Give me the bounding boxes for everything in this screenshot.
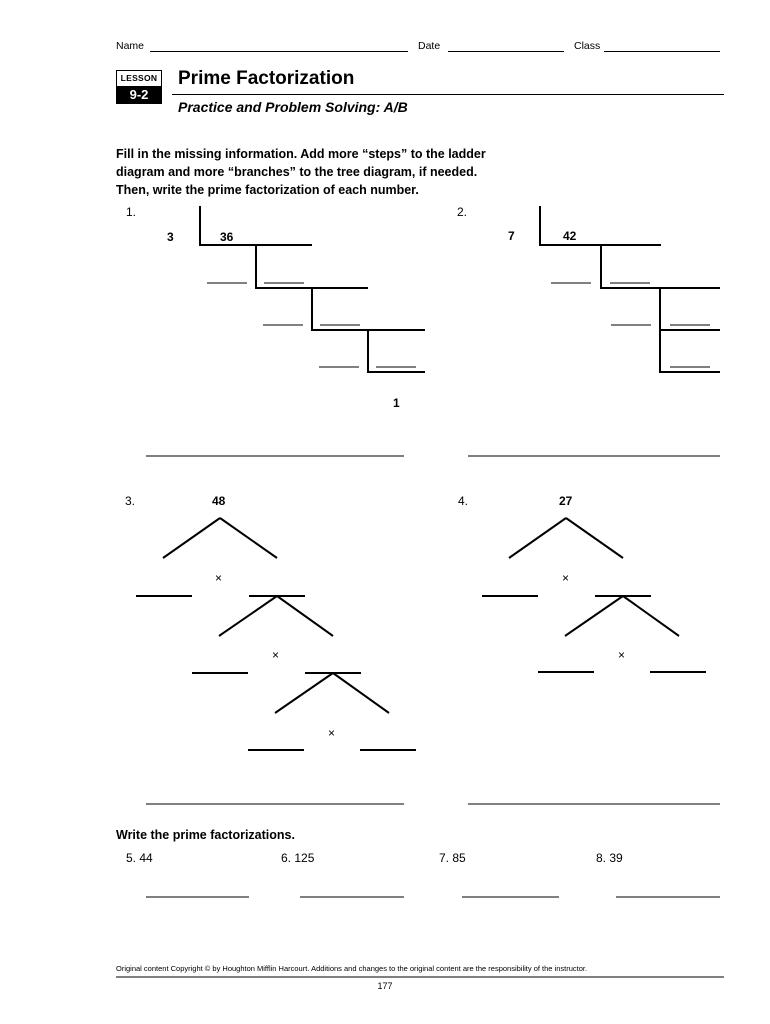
problem-3-times-3: × xyxy=(328,726,336,740)
problem-2-label: 2. xyxy=(457,205,468,219)
section-2-heading: Write the prime factorizations. xyxy=(116,828,295,842)
problem-1-bottom: 1 xyxy=(393,396,400,410)
page-subtitle: Practice and Problem Solving: A/B xyxy=(178,99,408,115)
problem-3-root: 48 xyxy=(212,494,226,508)
ladder-diagram-2 xyxy=(539,206,720,372)
problem-3-times-2: × xyxy=(272,648,280,662)
instruction-line-3: Then, write the prime factorization of each number. xyxy=(116,183,419,197)
page-number: 177 xyxy=(377,981,393,991)
instruction-line-2: diagram and more “branches” to the tree diagram, if needed. xyxy=(116,165,478,179)
problem-7-label: 7. 85 xyxy=(439,851,466,865)
problem-6-label: 6. 125 xyxy=(281,851,315,865)
problem-3-times-1: × xyxy=(215,571,223,585)
problem-4-times-1: × xyxy=(562,571,570,585)
problem-2-dividend: 42 xyxy=(563,229,577,243)
page-title: Prime Factorization xyxy=(178,68,355,89)
tree-diagram-3 xyxy=(136,518,416,750)
instruction-line-1: Fill in the missing information. Add more “steps” to the ladder xyxy=(116,147,486,161)
problem-1-dividend: 36 xyxy=(220,230,234,244)
class-label: Class xyxy=(574,40,601,52)
problem-8-label: 8. 39 xyxy=(596,851,623,865)
problem-3-label: 3. xyxy=(125,494,136,508)
problem-5-label: 5. 44 xyxy=(126,851,153,865)
lesson-badge-number: 9-2 xyxy=(117,86,161,103)
date-label: Date xyxy=(418,40,441,52)
ladder-diagram-1 xyxy=(199,206,425,372)
lesson-badge-label: LESSON xyxy=(120,73,158,83)
copyright-text: Original content Copyright © by Houghton Mifflin Harcourt. Additions and changes to the original content are the responsibility of the instructor. xyxy=(116,964,588,973)
problem-1-label: 1. xyxy=(126,205,137,219)
ladder-2-blanks xyxy=(551,283,710,367)
problem-4-root: 27 xyxy=(559,494,573,508)
tree-diagram-4 xyxy=(482,518,706,672)
problem-4-times-2: × xyxy=(618,648,626,662)
problem-1-divisor: 3 xyxy=(167,230,174,244)
name-label: Name xyxy=(116,40,145,52)
problem-4-label: 4. xyxy=(458,494,469,508)
problem-2-divisor: 7 xyxy=(508,229,515,243)
